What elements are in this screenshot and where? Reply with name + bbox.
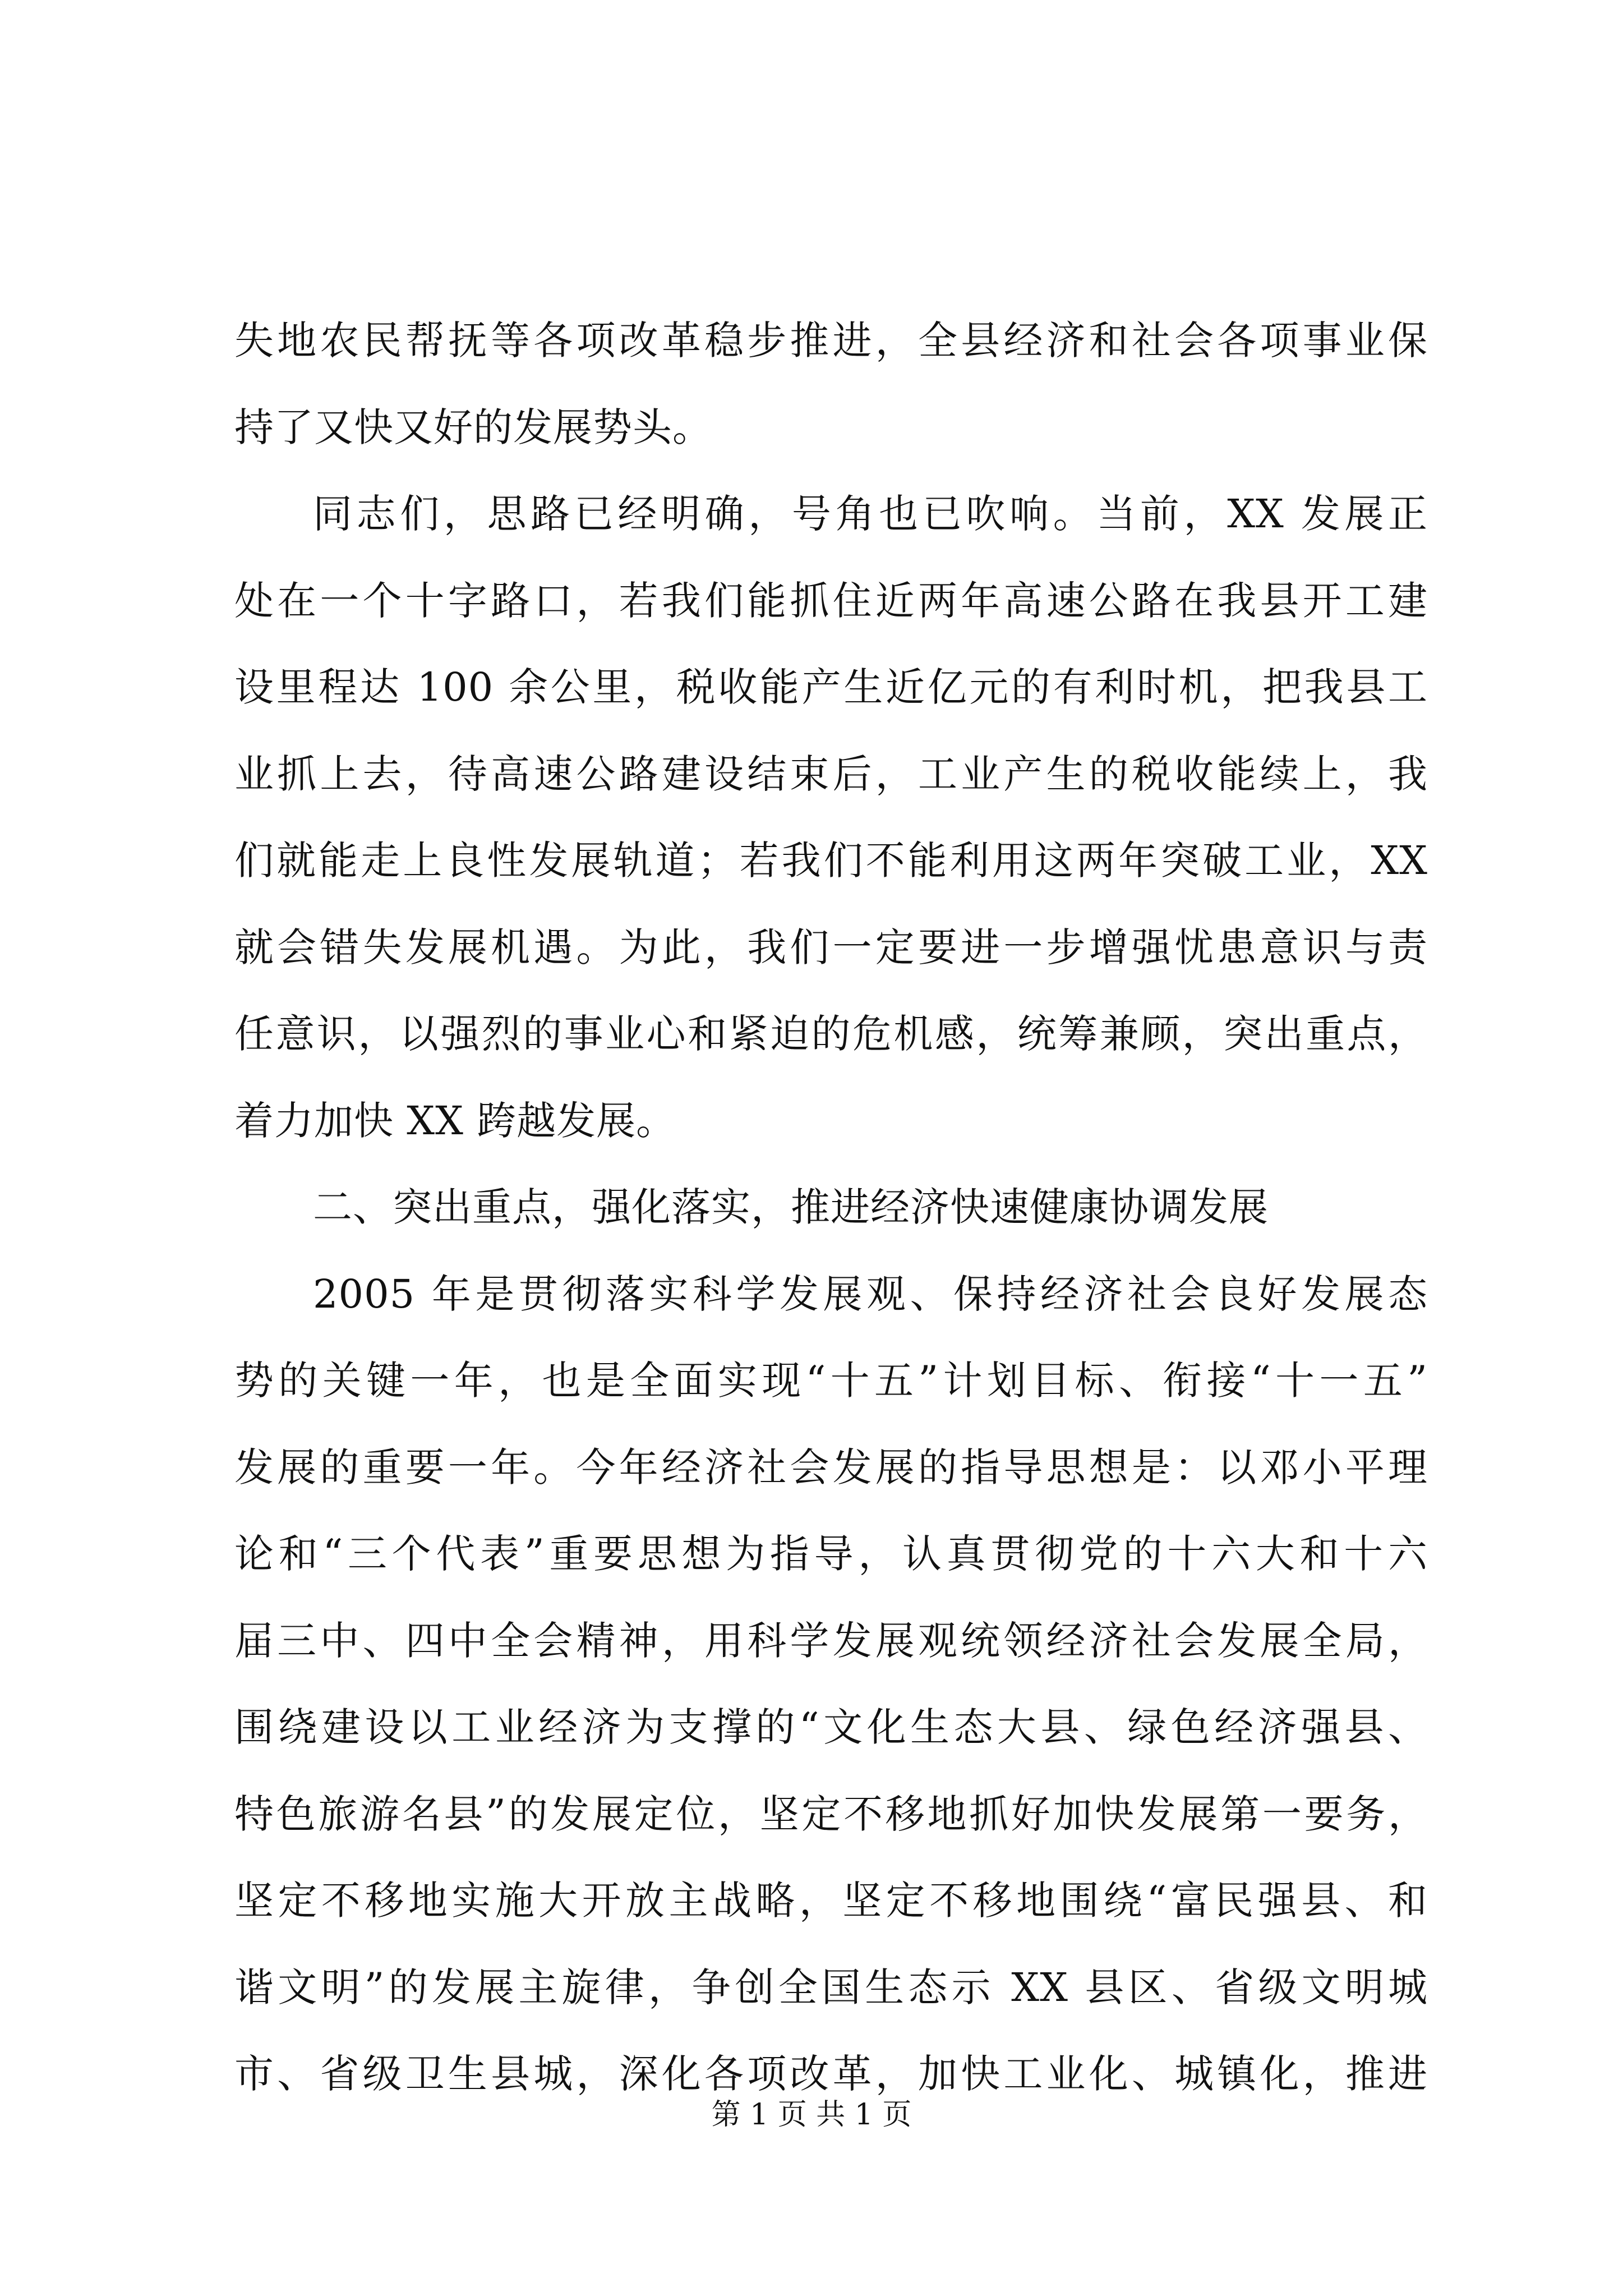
page-footer: [0, 2092, 1623, 2137]
text-line: 们就能走上良性发展轨道；若我们不能利用这两年突破工业，XX: [234, 838, 1428, 884]
text-line: 发展的重要一年。今年经济社会发展的指导思想是：以邓小平理: [234, 1444, 1428, 1490]
text-line: 市、省级卫生县城，深化各项改革，加快工业化、城镇化，推进: [234, 2051, 1428, 2097]
text-line: 设里程达 100 余公里，税收能产生近亿元的有利时机，把我县工: [234, 664, 1428, 710]
section-heading: [234, 1164, 1428, 1251]
text-line: 处在一个十字路口，若我们能抓住近两年高速公路在我县开工建: [234, 577, 1428, 624]
text-line: 谐文明”的发展主旋律，争创全国生态示 XX 县区、省级文明城: [234, 1964, 1428, 2010]
text-line: 2005 年是贯彻落实科学发展观、保持经济社会良好发展态: [313, 1271, 1428, 1317]
paragraph-continuation: [234, 297, 1428, 471]
text-line: 持了又快又好的发展势头。: [234, 404, 712, 450]
text-line: 失地农民帮抚等各项改革稳步推进，全县经济和社会各项事业保: [234, 318, 1428, 364]
paragraph: [234, 1251, 1428, 2118]
text-line: 坚定不移地实施大开放主战略，坚定不移地围绕“富民强县、和: [234, 1878, 1428, 1924]
text-line: 着力加快 XX 跨越发展。: [234, 1097, 676, 1144]
text-line: 业抓上去，待高速公路建设结束后，工业产生的税收能续上，我: [234, 751, 1428, 797]
text-line: 围绕建设以工业经济为支撑的“文化生态大县、绿色经济强县、: [234, 1704, 1428, 1750]
text-line: 论和“三个代表”重要思想为指导，认真贯彻党的十六大和十六: [234, 1531, 1428, 1577]
page-number-label: 第 1 页 共 1 页: [711, 2098, 912, 2132]
text-line: 届三中、四中全会精神，用科学发展观统领经济社会发展全局，: [234, 1617, 1428, 1664]
document-body: [234, 297, 1428, 2118]
text-line: 同志们，思路已经明确，号角也已吹响。当前，XX 发展正: [313, 491, 1428, 537]
heading-line: 二、突出重点，强化落实，推进经济快速健康协调发展: [313, 1184, 1269, 1230]
text-line: 特色旅游名县”的发展定位，坚定不移地抓好加快发展第一要务，: [234, 1791, 1428, 1837]
text-line: 就会错失发展机遇。为此，我们一定要进一步增强忧患意识与责: [234, 924, 1428, 970]
text-line: 任意识，以强烈的事业心和紧迫的危机感，统筹兼顾，突出重点，: [234, 1011, 1428, 1057]
text-line: 势的关键一年，也是全面实现“十五”计划目标、衔接“十一五”: [234, 1358, 1428, 1404]
paragraph: [234, 471, 1428, 1164]
